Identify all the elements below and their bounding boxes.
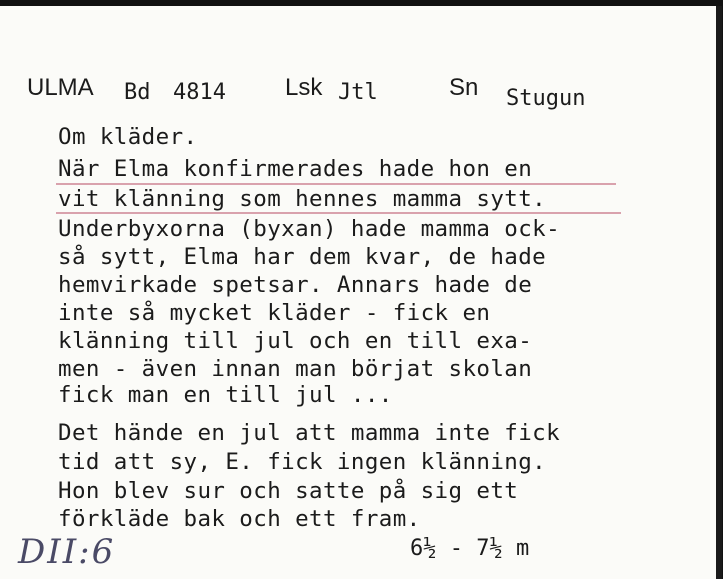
body-line-9: men - även innan man börjat skolan [58,356,533,382]
bd-label: Bd [124,80,151,105]
sn-value: Stugun [506,86,586,111]
body-line-10: fick man en till jul ... [58,382,393,408]
body-line-2: När Elma konfirmerades hade hon en [58,156,533,182]
archive-name: ULMA [27,74,94,101]
handwritten-code: DII:6 [18,532,116,572]
body-line-6: hemvirkade spetsar. Annars hade de [58,272,533,298]
body-line-14: förkläde bak och ett fram. [58,506,421,532]
body-line-5: så sytt, Elma har dem kvar, de hade [58,244,547,270]
archive-card [0,6,722,579]
body-line-7: inte så mycket kläder - fick en [58,300,491,326]
lsk-value: Jtl [338,80,378,105]
body-line-11: Det hände en jul att mamma inte fick [58,420,561,446]
highlight-underline [56,212,621,214]
body-line-13: Hon blev sur och satte på sig ett [58,478,519,504]
measurement-text: 6½ - 7½ m [410,536,530,561]
bd-number: 4814 [173,80,226,105]
body-line-8: klänning till jul och en till exa- [58,328,533,354]
body-line-3: vit klänning som hennes mamma sytt. [58,186,547,212]
body-line-4: Underbyxorna (byxan) hade mamma ock- [58,216,561,242]
body-line-1: Om kläder. [58,124,198,150]
highlight-underline [56,183,616,185]
body-line-12: tid att sy, E. fick ingen klänning. [58,449,547,475]
lsk-label: Lsk [285,74,323,101]
sn-label: Sn [449,74,479,101]
